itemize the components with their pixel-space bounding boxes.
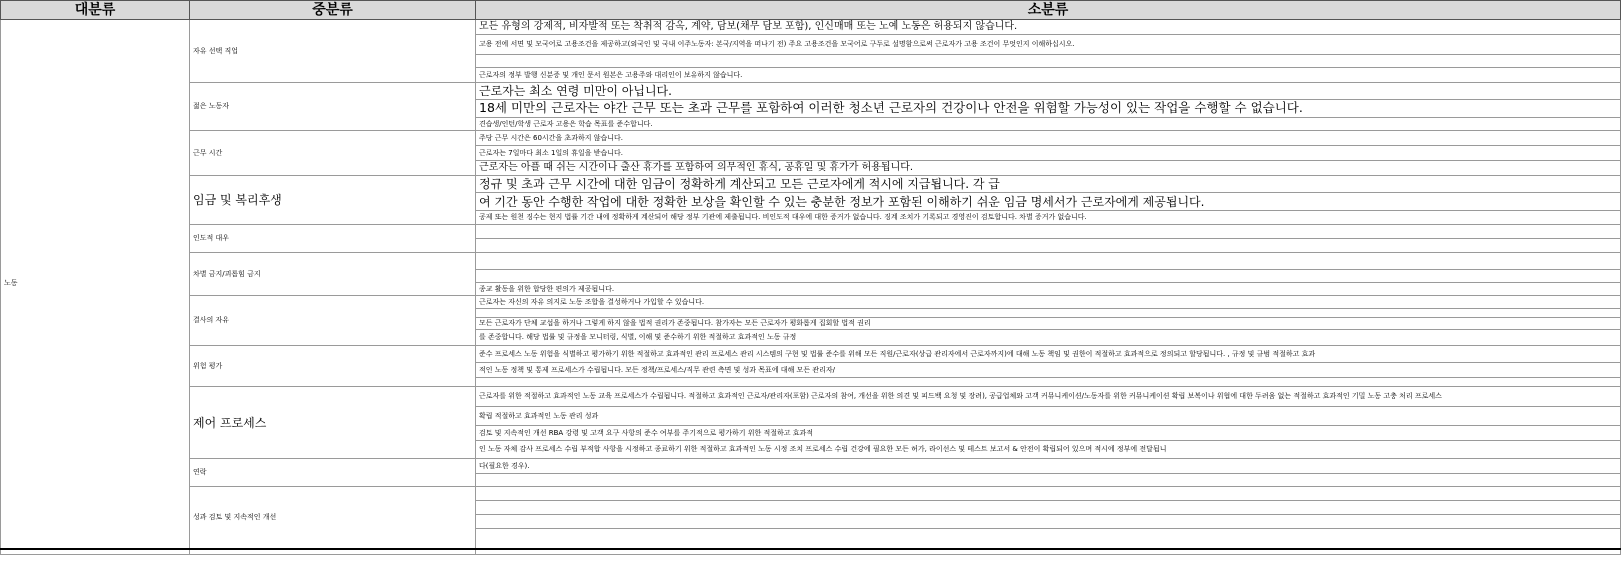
table-row: 모든 유형의 강제적, 비자발적 또는 착취적 감옥, 계약, 담보(채무 담보 포함), 인신매매 또는 노예 노동은 허용되지 않습니다.: [476, 20, 1621, 35]
table-row: 근로자는 자신의 자유 의지로 노동 조합을 결성하거나 가입할 수 있습니다.: [476, 296, 1621, 309]
table-row: 견습생/인턴/학생 근로자 고용은 학습 목표를 준수합니다.: [476, 118, 1621, 131]
table-row: 검토 및 지속적인 개선 RBA 강령 및 고객 요구 사항의 준수 여부를 주기적으로 평가하기 위한 적절하고 효과적: [476, 426, 1621, 441]
table-row: 근로자의 정부 발행 신분증 및 개인 문서 원본은 고용주와 대리인이 보유하지 않습니다.: [476, 68, 1621, 83]
header-middle-category: 중분류: [190, 1, 476, 20]
group-working-hours: 근무 시간: [190, 131, 476, 176]
table-row: 근로자는 7일마다 최소 1일의 휴일을 받습니다.: [476, 146, 1621, 161]
table-row: [476, 253, 1621, 270]
table-row: 준수 프로세스 노동 위험을 식별하고 평가하기 위한 적절하고 효과적인 관리 프로세스 관리 시스템의 구현 및 법률 준수를 위해 모든 직원/근로자(상급 관리자에서 근로자까지)에 대해 노동 책임 및 권한이 적절하고 효과적으로 정의되고 할당됩니다. , 규정 및 규범 적절하고 효과: [476, 346, 1621, 363]
group-non-discrimination: 차별 금지/괴롭힘 금지: [190, 253, 476, 296]
table-row: 18세 미만의 근로자는 야간 근무 또는 초과 근무를 포함하여 이러한 청소년 근로자의 건강이나 안전을 위험할 가능성이 있는 작업을 수행할 수 없습니다.: [476, 100, 1621, 118]
table-row: 근로자는 아플 때 쉬는 시간이나 출산 휴가를 포함하여 의무적인 휴식, 공휴일 및 휴가가 허용됩니다.: [476, 161, 1621, 176]
group-humane-treatment: 인도적 대우: [190, 225, 476, 253]
table-row: [476, 487, 1621, 501]
group-freedom-association: 결사의 자유: [190, 296, 476, 346]
table-row: 확립 적절하고 효과적인 노동 관리 성과: [476, 407, 1621, 426]
table-row: 근로자를 위한 적절하고 효과적인 노동 교육 프로세스가 수립됩니다. 적절하고 효과적인 근로자/관리자(포함) 근로자의 참여, 개선을 위한 의견 및 피드백 요청 및 장려), 공급업체와 고객 커뮤니케이션/노동자를 위한 커뮤니케이션 확립 보복이나 위협에 대한 두려움 없는 적절하고 효과적인 기밀 노동 고충 처리 프로세스: [476, 387, 1621, 407]
table-row: [476, 270, 1621, 283]
table-row: [476, 225, 1621, 239]
table-row: 고용 전에 서면 및 모국어로 고용조건을 제공하고(외국인 및 국내 이주노동자: 본국/지역을 떠나기 전) 주요 고용조건을 모국어로 구두로 설명함으로써 근로자가 고용 조건이 무엇인지 이해하십시오.: [476, 35, 1621, 55]
table-row: [476, 515, 1621, 529]
table-row: [476, 501, 1621, 515]
group-risk-assessment: 위험 평가: [190, 346, 476, 387]
group-communication: 연락: [190, 459, 476, 487]
table-row: [476, 55, 1621, 68]
table-row: [476, 309, 1621, 318]
header-minor-category: 소분류: [476, 1, 1621, 20]
table-row: [476, 474, 1621, 487]
table-row: 종교 활동을 위한 합당한 편의가 제공됩니다.: [476, 283, 1621, 296]
table-row: [476, 529, 1621, 549]
table-row: 근로자는 최소 연령 미만이 아닙니다.: [476, 83, 1621, 100]
table-row: 정규 및 초과 근무 시간에 대한 임금이 정확하게 계산되고 모든 근로자에게 적시에 지급됩니다. 각 급: [476, 176, 1621, 193]
table-row: 를 존중합니다. 해당 법률 및 규정을 모니터링, 식별, 이해 및 준수하기 위한 적절하고 효과적인 노동 규정: [476, 330, 1621, 346]
header-major-category: 대분류: [1, 1, 190, 20]
table-row: 적인 노동 정책 및 통제 프로세스가 수립됩니다. 모든 정책/프로세스/직무 관련 측면 및 성과 목표에 대해 모든 관리자/: [476, 363, 1621, 378]
group-control-process: 제어 프로세스: [190, 387, 476, 459]
table-row: 다(필요한 경우).: [476, 459, 1621, 474]
next-section-cell: [190, 549, 476, 555]
table-row: 모든 근로자가 단체 교섭을 하거나 그렇게 하지 않을 법적 권리가 존중됩니다. 참가자는 모든 근로자가 평화롭게 집회할 법적 권리: [476, 318, 1621, 330]
group-free-choice: 자유 선택 직업: [190, 20, 476, 83]
group-young-workers: 젊은 노동자: [190, 83, 476, 131]
table-row: [476, 378, 1621, 387]
next-section-cell: [476, 549, 1621, 555]
table-row: [476, 239, 1621, 253]
table-row: 주당 근무 시간은 60시간을 초과하지 않습니다.: [476, 131, 1621, 146]
table-row: 인 노동 자체 감사 프로세스 수립 부적합 사항을 시정하고 종료하기 위한 적절하고 효과적인 노동 시정 조치 프로세스 수립 건강에 필요한 모든 허가, 라이선스 및 테스트 보고서 & 안전이 확립되어 있으며 적시에 정부에 전달됩니: [476, 441, 1621, 459]
table-row: 공제 또는 원천 징수는 현지 법률 기간 내에 정확하게 계산되어 해당 정부 기관에 제출됩니다. 비인도적 대우에 대한 증거가 없습니다. 징계 조치가 기록되고 경영진이 검토합니다. 차별 증거가 없습니다.: [476, 211, 1621, 225]
group-performance-review: 성과 검토 및 지속적인 개선: [190, 487, 476, 549]
group-wages-benefits: 임금 및 복리후생: [190, 176, 476, 225]
table-row: 여 기간 동안 수행한 작업에 대한 정확한 보상을 확인할 수 있는 충분한 정보가 포함된 이해하기 쉬운 임금 명세서가 근로자에게 제공됩니다.: [476, 193, 1621, 211]
major-category-labor: 노동: [1, 20, 190, 549]
next-section-cell: [1, 549, 190, 555]
